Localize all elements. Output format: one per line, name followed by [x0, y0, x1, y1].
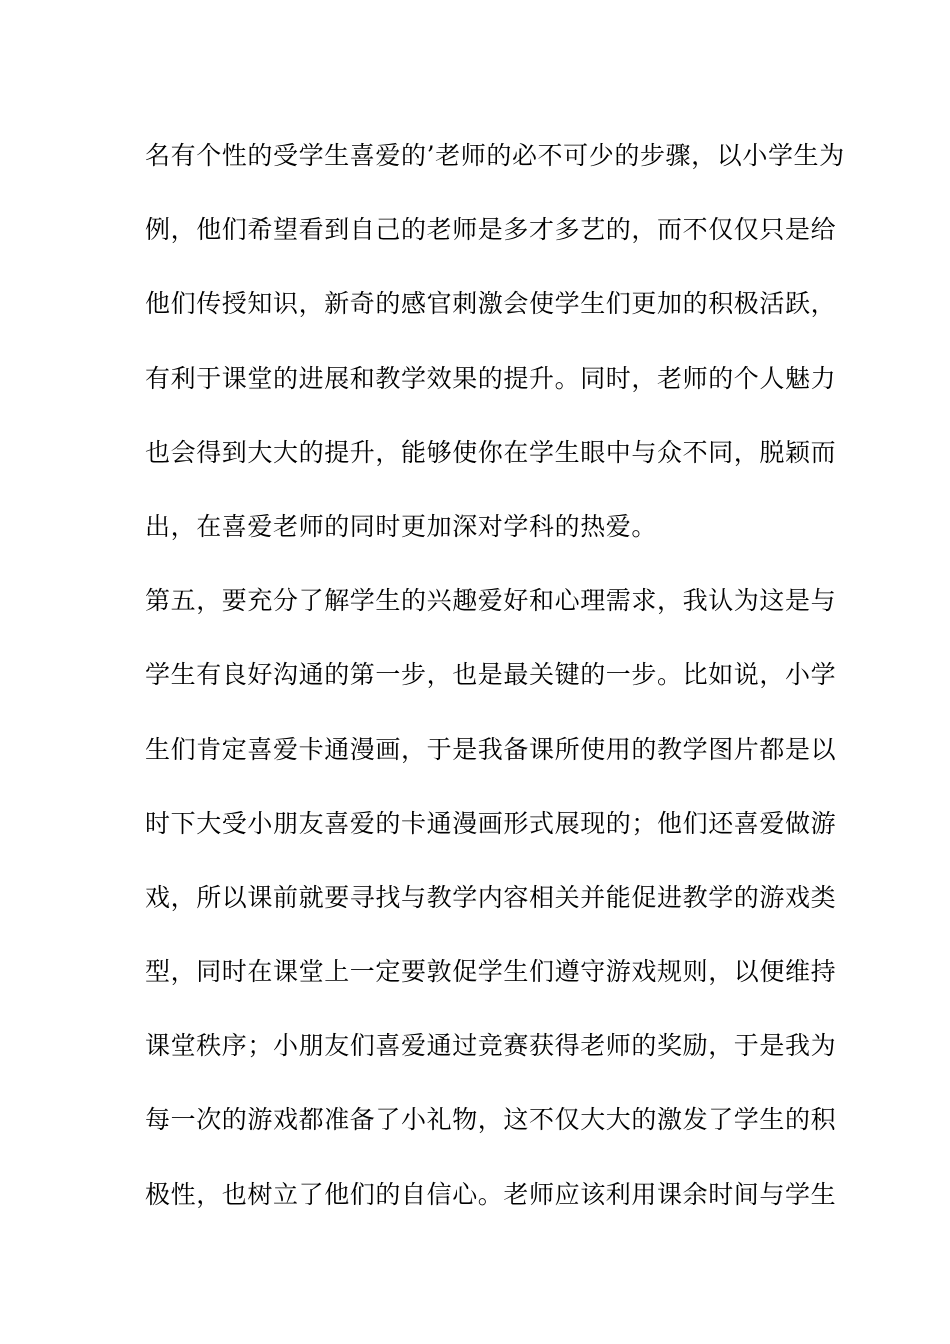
text-line: 第五，要充分了解学生的兴趣爱好和心理需求，我认为这是与 — [145, 586, 837, 616]
text-line: 学生有良好沟通的第一步，也是最关键的一步。比如说，小学 — [145, 660, 837, 690]
body-text — [145, 134, 845, 1247]
text-line: 极性，也树立了他们的自信心。老师应该利用课余时间与学生 — [145, 1179, 837, 1209]
text-line: 时下大受小朋友喜爱的卡通漫画形式展现的；他们还喜爱做游 — [145, 808, 837, 838]
text-line: 每一次的游戏都准备了小礼物，这不仅大大的激发了学生的积 — [145, 1105, 837, 1135]
text-line: 例，他们希望看到自己的老师是多才多艺的，而不仅仅只是给 — [145, 215, 837, 245]
text-line: 生们肯定喜爱卡通漫画，于是我备课所使用的教学图片都是以 — [145, 734, 837, 764]
text-line: 也会得到大大的提升，能够使你在学生眼中与众不同，脱颖而 — [145, 437, 837, 467]
text-line: 有利于课堂的进展和教学效果的提升。同时，老师的个人魅力 — [145, 363, 837, 393]
text-line: 型，同时在课堂上一定要敦促学生们遵守游戏规则，以便维持 — [145, 957, 837, 987]
text-line: 课堂秩序；小朋友们喜爱通过竞赛获得老师的奖励，于是我为 — [145, 1031, 837, 1061]
text-line: 他们传授知识，新奇的感官刺激会使学生们更加的积极活跃， — [145, 289, 837, 319]
text-line: 名有个性的受学生喜爱的’老师的必不可少的步骤，以小学生为 — [145, 141, 845, 170]
text-line: 出，在喜爱老师的同时更加深对学科的热爱。 — [145, 511, 658, 541]
text-line: 戏，所以课前就要寻找与教学内容相关并能促进教学的游戏类 — [145, 882, 837, 912]
